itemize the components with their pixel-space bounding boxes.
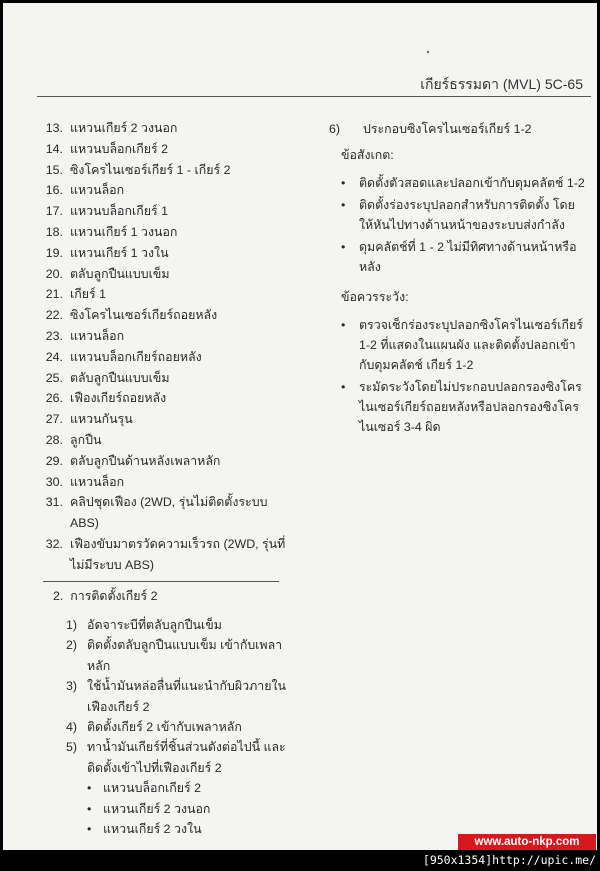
step-text: ใช้น้ำมันหล่อลื่นที่แนะนำกับผิวภายในเฟืองเกียร์ 2 xyxy=(87,679,286,714)
section-heading xyxy=(53,586,158,606)
step-item xyxy=(53,676,293,717)
sublist-text: แหวนเกียร์ 2 วงนอก xyxy=(103,801,211,816)
notes-heading: ข้อสังเกต: xyxy=(341,148,394,162)
manual-page xyxy=(3,3,597,850)
item-text: เฟืองเกียร์ถอยหลัง xyxy=(70,391,167,406)
list-item xyxy=(37,160,287,181)
step-body xyxy=(87,737,293,839)
bullet-icon: • xyxy=(341,198,346,212)
item-text: ตลับลูกปืนแบบเข็ม xyxy=(70,266,170,281)
note-item xyxy=(329,195,589,235)
parts-list xyxy=(37,118,287,576)
bullet-icon: • xyxy=(87,801,92,816)
step-number: 4) xyxy=(65,720,77,735)
bullet-icon: • xyxy=(87,781,92,796)
image-dimensions: [950x1354] xyxy=(422,853,493,867)
step-text: อัดจาระบีที่ตลับลูกปืนเข็ม xyxy=(87,618,222,632)
item-number: 29. xyxy=(45,453,63,468)
step-item xyxy=(53,635,293,676)
item-text: แหวนเกียร์ 1 วงใน xyxy=(70,245,169,260)
item-text: ซิงโครไนเซอร์เกียร์ถอยหลัง xyxy=(70,308,218,323)
sublist-text: แหวนบล็อกเกียร์ 2 xyxy=(103,781,201,796)
section-title: การติดตั้งเกียร์ 2 xyxy=(70,589,158,603)
install-steps xyxy=(53,615,293,839)
step-item xyxy=(53,717,293,737)
caution-text: ตรวจเช็กร่องระบุปลอกซิงโครไนเซอร์เกียร์ 1-2 ที่แสดงในแผนผัง และติดตั้งปลอกเข้ากับดุมคลัตช์ เกียร์ 1-2 xyxy=(359,318,583,372)
sublist-text: แหวนเกียร์ 2 วงใน xyxy=(103,822,202,837)
item-number: 20. xyxy=(45,266,63,281)
list-item xyxy=(37,430,287,451)
item-number: 25. xyxy=(45,370,63,385)
step-heading xyxy=(329,119,589,139)
step-number: 3) xyxy=(65,679,77,694)
item-number: 32. xyxy=(45,536,63,551)
list-item xyxy=(37,368,287,389)
item-text: แหวนล็อก xyxy=(70,183,125,198)
host-url: http://upic.me/ xyxy=(492,853,596,867)
list-item xyxy=(37,492,287,534)
list-item xyxy=(37,347,287,368)
item-text: แหวนล็อก xyxy=(70,328,125,343)
item-number: 16. xyxy=(45,183,63,198)
item-text: แหวนกันรุน xyxy=(70,412,133,427)
list-item xyxy=(37,326,287,347)
item-text: เฟืองขับมาตรวัดความเร็วรถ (2WD, รุ่นที่ไม่มีระบบ ABS) xyxy=(70,536,286,572)
item-text: ตลับลูกปืนแบบเข็ม xyxy=(70,370,170,385)
header-divider xyxy=(37,96,591,97)
list-item xyxy=(37,451,287,472)
list-item xyxy=(37,118,287,139)
list-item xyxy=(37,201,287,222)
notes-list xyxy=(329,173,589,277)
list-item xyxy=(37,409,287,430)
note-text: ติดตั้งตัวสอดและปลอกเข้ากับดุมคลัตช์ 1-2 xyxy=(359,176,585,190)
item-text: แหวนเกียร์ 2 วงนอก xyxy=(70,121,178,135)
watermark-badge: www.auto-nkp.com xyxy=(458,834,596,850)
sublist-item xyxy=(87,799,293,819)
caution-item xyxy=(329,377,589,437)
item-number: 15. xyxy=(45,162,63,177)
item-number: 27. xyxy=(45,412,63,427)
step-item xyxy=(53,737,293,839)
section-divider xyxy=(43,581,279,582)
right-column xyxy=(329,119,589,447)
list-item xyxy=(37,180,287,201)
list-item xyxy=(37,139,287,160)
sublist-item xyxy=(87,819,293,839)
caution-item xyxy=(329,315,589,375)
item-number: 26. xyxy=(45,391,63,406)
step-text: ติดตั้งเกียร์ 2 เข้ากับเพลาหลัก xyxy=(87,720,242,735)
item-text: เกียร์ 1 xyxy=(70,287,106,302)
step-text: ทาน้ำมันเกียร์ที่ชิ้นส่วนดังต่อไปนี้ และติดตั้งเข้าไปที่เฟืองเกียร์ 2 xyxy=(87,740,286,775)
bullet-icon: • xyxy=(341,318,346,332)
bullet-icon: • xyxy=(341,380,346,394)
bullet-icon: • xyxy=(87,822,92,837)
item-number: 21. xyxy=(45,287,63,302)
item-number: 19. xyxy=(45,245,63,260)
note-item xyxy=(329,173,589,193)
item-number: 17. xyxy=(45,204,63,219)
step-number: 5) xyxy=(65,740,77,755)
step-number: 6) xyxy=(329,122,341,136)
list-item xyxy=(37,243,287,264)
caution-heading: ข้อควรระวัง: xyxy=(341,290,409,304)
image-host-caption xyxy=(423,853,596,867)
note-text: ติดตั้งร่องระบุปลอกสำหรับการติดตั้ง โดยให้หันไปทางด้านหน้าของระบบส่งกำลัง xyxy=(359,198,575,232)
print-speck xyxy=(427,51,429,53)
caution-list xyxy=(329,315,589,437)
note-item xyxy=(329,237,589,277)
item-text: ตลับลูกปืนด้านหลังเพลาหลัก xyxy=(70,453,221,468)
step-number: 1) xyxy=(65,618,77,632)
item-text: แหวนบล็อกเกียร์ 2 xyxy=(70,141,168,156)
item-text: แหวนบล็อกเกียร์ถอยหลัง xyxy=(70,349,202,364)
item-text: ลูกปืน xyxy=(70,432,102,447)
item-number: 22. xyxy=(45,308,63,323)
item-text: แหวนล็อก xyxy=(70,474,125,489)
item-number: 30. xyxy=(45,474,63,489)
list-item xyxy=(37,305,287,326)
step-sublist xyxy=(87,778,293,839)
item-text: ซิงโครไนเซอร์เกียร์ 1 - เกียร์ 2 xyxy=(70,162,231,177)
item-number: 28. xyxy=(45,432,63,447)
item-text: คลิปชุดเฟือง (2WD, รุ่นไม่ติดตั้งระบบ ABS) xyxy=(70,495,268,531)
bullet-icon: • xyxy=(341,240,346,254)
section-number: 2. xyxy=(53,589,64,603)
caution-text: ระมัดระวังโดยไม่ประกอบปลอกรองซิงโครไนเซอร์เกียร์ถอยหลังหรือปลอกรองซิงโครไนเซอร์ 3-4 ผิด xyxy=(359,380,582,434)
item-number: 14. xyxy=(45,141,63,156)
step-item xyxy=(53,615,293,635)
item-number: 24. xyxy=(45,349,63,364)
list-item xyxy=(37,534,287,576)
list-item xyxy=(37,222,287,243)
item-number: 23. xyxy=(45,328,63,343)
note-text: ดุมคลัตช์ที่ 1 - 2 ไม่มีทิศทางด้านหน้าหรือหลัง xyxy=(359,240,577,274)
sublist-item xyxy=(87,778,293,798)
list-item xyxy=(37,264,287,285)
item-number: 13. xyxy=(45,121,63,135)
item-number: 31. xyxy=(45,495,63,510)
page-header-title: เกียร์ธรรมดา (MVL) 5C-65 xyxy=(420,76,583,92)
item-number: 18. xyxy=(45,224,63,239)
step-number: 2) xyxy=(65,638,77,653)
item-text: แหวนบล็อกเกียร์ 1 xyxy=(70,204,168,219)
list-item xyxy=(37,388,287,409)
bullet-icon: • xyxy=(341,176,346,190)
step-title: ประกอบซิงโครไนเซอร์เกียร์ 1-2 xyxy=(363,122,532,136)
list-item xyxy=(37,472,287,493)
step-text: ติดตั้งตลับลูกปืนแบบเข็ม เข้ากับเพลาหลัก xyxy=(87,638,283,673)
list-item xyxy=(37,284,287,305)
item-text: แหวนเกียร์ 1 วงนอก xyxy=(70,224,178,239)
